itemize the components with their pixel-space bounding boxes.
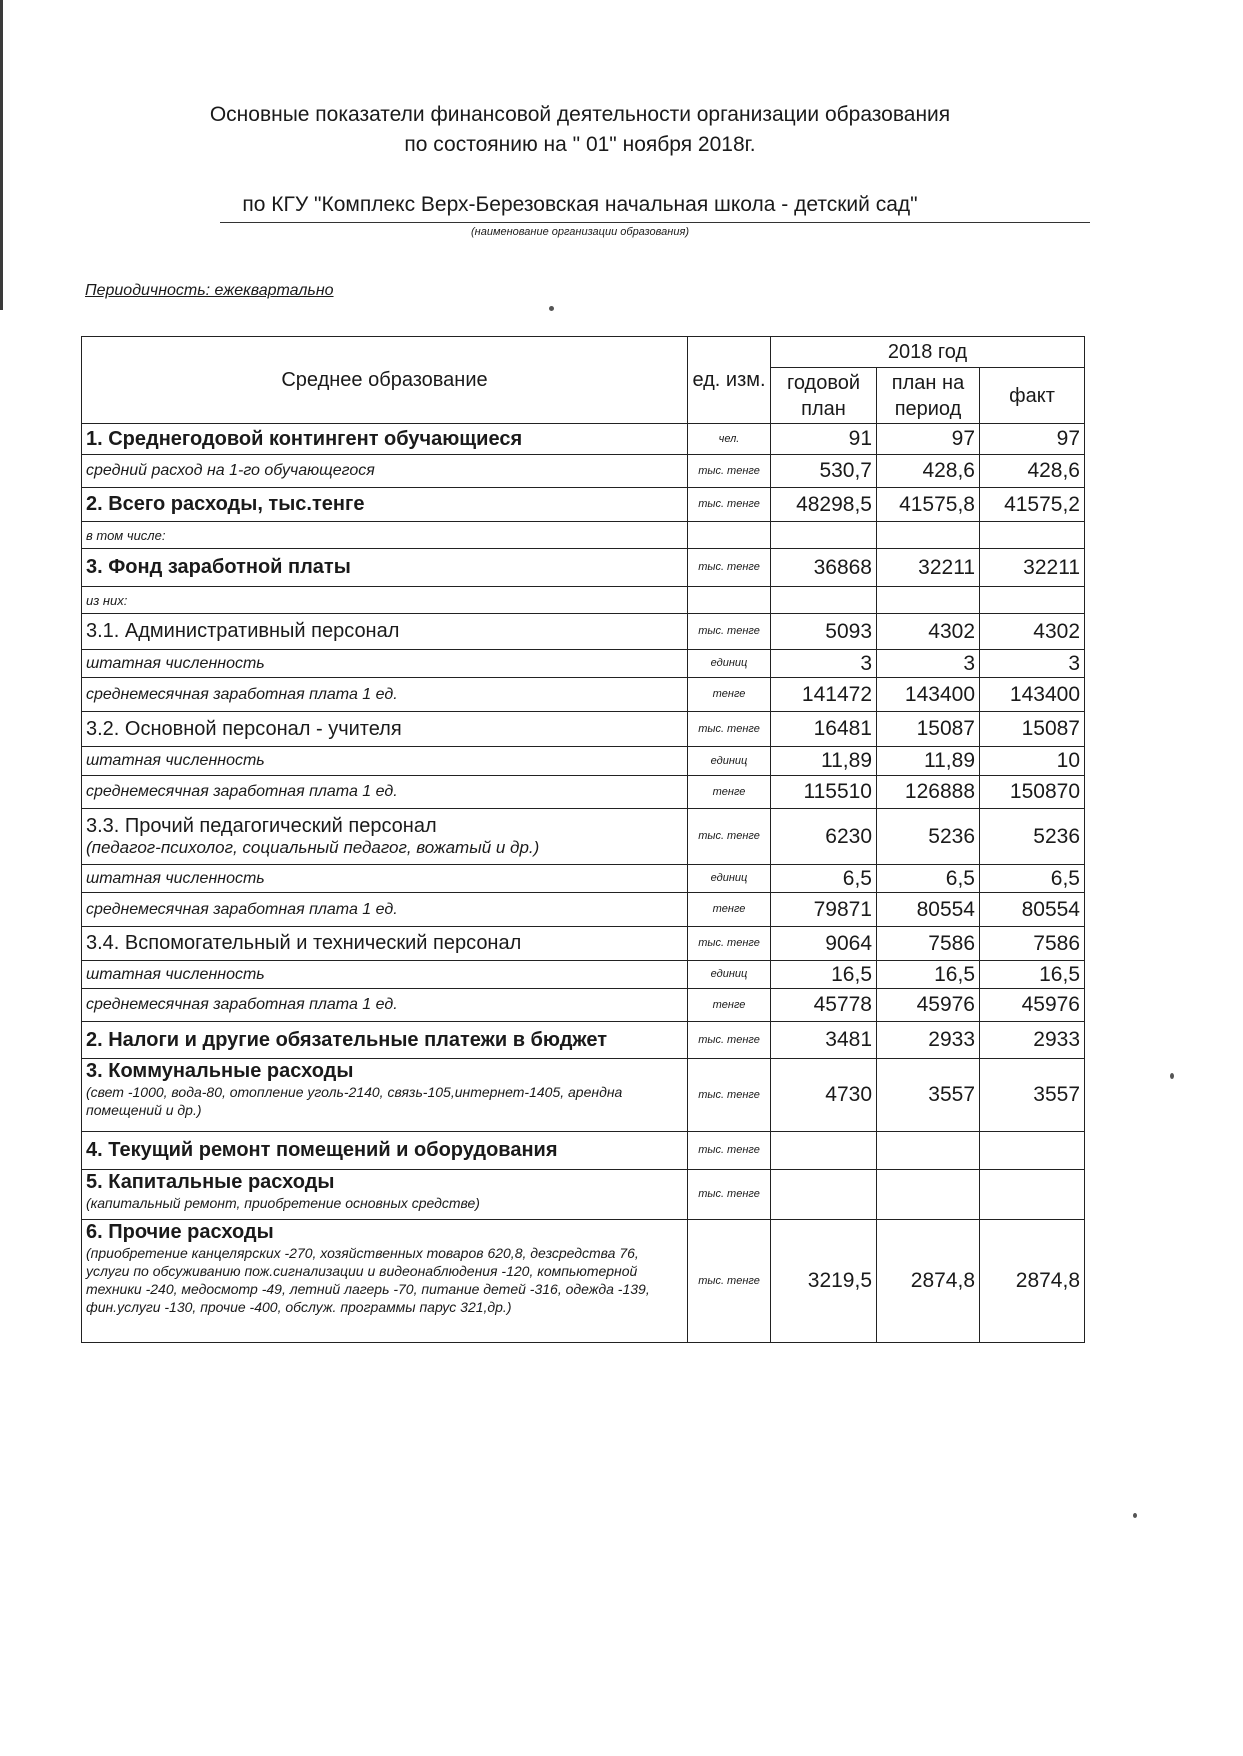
row-value-fact: 6,5	[980, 865, 1085, 893]
row-label-text: штатная численность	[86, 869, 265, 887]
table-row	[82, 1059, 1085, 1132]
table-row	[82, 809, 1085, 865]
row-value-period: 7586	[877, 927, 980, 961]
row-unit: тенге	[688, 893, 771, 927]
table-row	[82, 614, 1085, 650]
row-label	[82, 927, 688, 961]
row-value-fact: 45976	[980, 989, 1085, 1022]
row-label	[82, 1022, 688, 1059]
row-unit: единиц	[688, 961, 771, 989]
header-annual-plan: годовой план	[771, 368, 877, 424]
row-label-text: среднемесячная заработная плата 1 ед.	[86, 996, 398, 1013]
table-row	[82, 1220, 1085, 1343]
row-value-annual: 530,7	[771, 455, 877, 488]
row-label	[82, 522, 688, 549]
row-label	[82, 747, 688, 776]
row-value-period: 80554	[877, 893, 980, 927]
row-value-period: 2874,8	[877, 1220, 980, 1343]
row-unit: тыс. тенге	[688, 549, 771, 587]
row-value-period: 143400	[877, 678, 980, 712]
row-value-fact: 150870	[980, 776, 1085, 809]
row-label-text: в том числе:	[86, 527, 166, 543]
row-label	[82, 1059, 688, 1132]
row-value-annual: 3219,5	[771, 1220, 877, 1343]
row-label	[82, 1132, 688, 1170]
row-unit	[688, 587, 771, 614]
row-value-annual	[771, 587, 877, 614]
row-value-period: 16,5	[877, 961, 980, 989]
row-label	[82, 865, 688, 893]
row-value-annual: 91	[771, 424, 877, 455]
row-label-text: 4. Текущий ремонт помещений и оборудования	[86, 1139, 558, 1161]
row-value-fact: 41575,2	[980, 488, 1085, 522]
table-row	[82, 712, 1085, 747]
row-label-text: из них:	[86, 592, 128, 608]
row-value-annual	[771, 1170, 877, 1220]
row-value-fact: 3557	[980, 1059, 1085, 1132]
row-label	[82, 614, 688, 650]
row-label-detail: (свет -1000, вода-80, отопление уголь-2140, связь-105,интернет-1405, арендна помещений и др.)	[86, 1084, 623, 1118]
row-unit	[688, 522, 771, 549]
row-label-detail: (капитальный ремонт, приобретение основных средстве)	[86, 1195, 480, 1211]
table-row	[82, 989, 1085, 1022]
header-unit: ед. изм.	[688, 337, 771, 424]
row-value-fact: 3	[980, 650, 1085, 678]
table-row	[82, 455, 1085, 488]
row-value-fact: 2874,8	[980, 1220, 1085, 1343]
row-value-annual: 115510	[771, 776, 877, 809]
row-label	[82, 893, 688, 927]
row-label	[82, 776, 688, 809]
table-row	[82, 488, 1085, 522]
row-label	[82, 712, 688, 747]
row-value-fact: 32211	[980, 549, 1085, 587]
row-unit: тыс. тенге	[688, 455, 771, 488]
row-unit: тенге	[688, 678, 771, 712]
row-label-text: 6. Прочие расходы	[86, 1221, 274, 1243]
row-label-text: 3.2. Основной персонал - учителя	[86, 717, 402, 740]
row-value-fact	[980, 1170, 1085, 1220]
row-value-annual: 45778	[771, 989, 877, 1022]
row-label	[82, 809, 688, 865]
row-value-fact: 80554	[980, 893, 1085, 927]
row-unit: тыс. тенге	[688, 1132, 771, 1170]
row-value-annual	[771, 522, 877, 549]
row-value-annual: 16481	[771, 712, 877, 747]
row-unit: тенге	[688, 989, 771, 1022]
row-value-annual: 5093	[771, 614, 877, 650]
row-value-fact: 143400	[980, 678, 1085, 712]
table-row	[82, 776, 1085, 809]
row-label	[82, 488, 688, 522]
scan-speck	[1170, 1073, 1174, 1079]
row-unit: тыс. тенге	[688, 1220, 771, 1343]
row-value-period: 41575,8	[877, 488, 980, 522]
row-value-fact: 15087	[980, 712, 1085, 747]
organization-underline	[220, 222, 1090, 223]
row-unit: единиц	[688, 650, 771, 678]
row-value-period: 6,5	[877, 865, 980, 893]
row-value-fact	[980, 587, 1085, 614]
header-section: Среднее образование	[82, 337, 688, 424]
table-row	[82, 424, 1085, 455]
row-value-annual	[771, 1132, 877, 1170]
row-unit: тыс. тенге	[688, 488, 771, 522]
row-value-period: 428,6	[877, 455, 980, 488]
row-label-text: 3.4. Вспомогательный и технический персонал	[86, 932, 522, 954]
row-label-text: штатная численность	[86, 965, 265, 983]
row-value-period: 3	[877, 650, 980, 678]
row-label-text: штатная численность	[86, 654, 265, 672]
document-title	[80, 100, 1080, 160]
periodicity: Периодичность: ежеквартально	[85, 282, 334, 299]
table-row	[82, 587, 1085, 614]
row-label-text: 2. Всего расходы, тыс.тенге	[86, 493, 365, 515]
table-row	[82, 865, 1085, 893]
row-value-fact: 7586	[980, 927, 1085, 961]
row-unit: тыс. тенге	[688, 1170, 771, 1220]
scan-speck	[549, 306, 554, 311]
row-value-fact: 4302	[980, 614, 1085, 650]
scan-edge	[0, 0, 3, 310]
header-year: 2018 год	[771, 337, 1085, 368]
row-value-annual: 48298,5	[771, 488, 877, 522]
row-label-detail: (приобретение канцелярских -270, хозяйственных товаров 620,8, дезсредства 76, услуги по обсуживанию пож.сигнализации и видеонаблюдения -120, компьютерной техники -240, медосмотр -49, летний лагерь -70, питание детей -316, одежда -139, фин.услуги -130, прочие -400, обслуж. программы парус 321,др.)	[86, 1245, 650, 1315]
organization-name: по КГУ "Комплекс Верх-Березовская начальная школа - детский сад"	[242, 193, 918, 216]
row-value-annual: 141472	[771, 678, 877, 712]
row-value-annual: 6,5	[771, 865, 877, 893]
row-unit: единиц	[688, 747, 771, 776]
title-line-1: Основные показатели финансовой деятельности организации образования	[209, 103, 951, 126]
row-value-period	[877, 587, 980, 614]
row-unit: тыс. тенге	[688, 614, 771, 650]
row-value-period: 5236	[877, 809, 980, 865]
row-label-text: 3. Коммунальные расходы	[86, 1060, 354, 1082]
row-label	[82, 1220, 688, 1343]
row-value-period: 32211	[877, 549, 980, 587]
table-body	[82, 424, 1085, 1343]
row-value-period	[877, 1132, 980, 1170]
row-unit: единиц	[688, 865, 771, 893]
table-row	[82, 650, 1085, 678]
row-value-fact: 5236	[980, 809, 1085, 865]
table-row	[82, 1132, 1085, 1170]
row-value-annual: 11,89	[771, 747, 877, 776]
row-label	[82, 1170, 688, 1220]
row-value-period	[877, 1170, 980, 1220]
row-label-text: 3.3. Прочий педагогический персонал	[86, 815, 437, 837]
row-label-text: среднемесячная заработная плата 1 ед.	[86, 783, 398, 800]
table-row	[82, 747, 1085, 776]
row-value-period: 11,89	[877, 747, 980, 776]
row-unit: тенге	[688, 776, 771, 809]
row-label	[82, 961, 688, 989]
row-unit: тыс. тенге	[688, 927, 771, 961]
table-row	[82, 927, 1085, 961]
row-label	[82, 424, 688, 455]
title-line-2: по состоянию на " 01" ноября 2018г.	[404, 133, 756, 156]
row-unit: тыс. тенге	[688, 712, 771, 747]
row-value-fact: 10	[980, 747, 1085, 776]
row-value-period: 3557	[877, 1059, 980, 1132]
header-fact: факт	[980, 368, 1085, 424]
row-value-fact: 16,5	[980, 961, 1085, 989]
row-label-text: 2. Налоги и другие обязательные платежи в бюджет	[86, 1028, 607, 1051]
row-label	[82, 678, 688, 712]
row-value-annual: 3	[771, 650, 877, 678]
row-value-annual: 9064	[771, 927, 877, 961]
table-row	[82, 893, 1085, 927]
row-label	[82, 549, 688, 587]
row-value-fact: 428,6	[980, 455, 1085, 488]
scan-speck	[1133, 1513, 1137, 1518]
row-unit: тыс. тенге	[688, 1059, 771, 1132]
row-value-annual: 79871	[771, 893, 877, 927]
row-value-period: 15087	[877, 712, 980, 747]
row-value-annual: 3481	[771, 1022, 877, 1059]
row-unit: тыс. тенге	[688, 1022, 771, 1059]
row-value-period: 126888	[877, 776, 980, 809]
row-value-annual: 16,5	[771, 961, 877, 989]
table-row	[82, 549, 1085, 587]
row-value-fact	[980, 522, 1085, 549]
row-label	[82, 650, 688, 678]
row-label-text: 3. Фонд заработной платы	[86, 556, 351, 578]
row-value-fact: 2933	[980, 1022, 1085, 1059]
row-unit: тыс. тенге	[688, 809, 771, 865]
row-value-annual: 6230	[771, 809, 877, 865]
table-row	[82, 961, 1085, 989]
row-value-period: 45976	[877, 989, 980, 1022]
row-label	[82, 455, 688, 488]
financial-table	[81, 336, 1085, 1343]
table-row	[82, 1170, 1085, 1220]
row-label-text: 5. Капитальные расходы	[86, 1171, 335, 1193]
row-label-text: 3.1. Административный персонал	[86, 620, 400, 642]
row-label-text: штатная численность	[86, 752, 265, 769]
row-label-detail: (педагог-психолог, социальный педагог, вожатый и др.)	[86, 838, 540, 857]
table-row	[82, 678, 1085, 712]
header-period-plan: план на период	[877, 368, 980, 424]
row-label-text: среднемесячная заработная плата 1 ед.	[86, 900, 398, 918]
row-value-annual: 4730	[771, 1059, 877, 1132]
organization-caption: (наименование организации образования)	[471, 226, 689, 238]
row-label	[82, 587, 688, 614]
row-label	[82, 989, 688, 1022]
row-value-fact: 97	[980, 424, 1085, 455]
table-row	[82, 522, 1085, 549]
row-label-text: среднемесячная заработная плата 1 ед.	[86, 685, 398, 703]
row-value-period	[877, 522, 980, 549]
row-value-period: 2933	[877, 1022, 980, 1059]
row-value-period: 4302	[877, 614, 980, 650]
row-value-period: 97	[877, 424, 980, 455]
row-unit: чел.	[688, 424, 771, 455]
row-label-text: 1. Среднегодовой контингент обучающиеся	[86, 427, 523, 450]
row-value-annual: 36868	[771, 549, 877, 587]
row-value-fact	[980, 1132, 1085, 1170]
table-row	[82, 1022, 1085, 1059]
row-label-text: средний расход на 1-го обучающегося	[86, 462, 375, 479]
